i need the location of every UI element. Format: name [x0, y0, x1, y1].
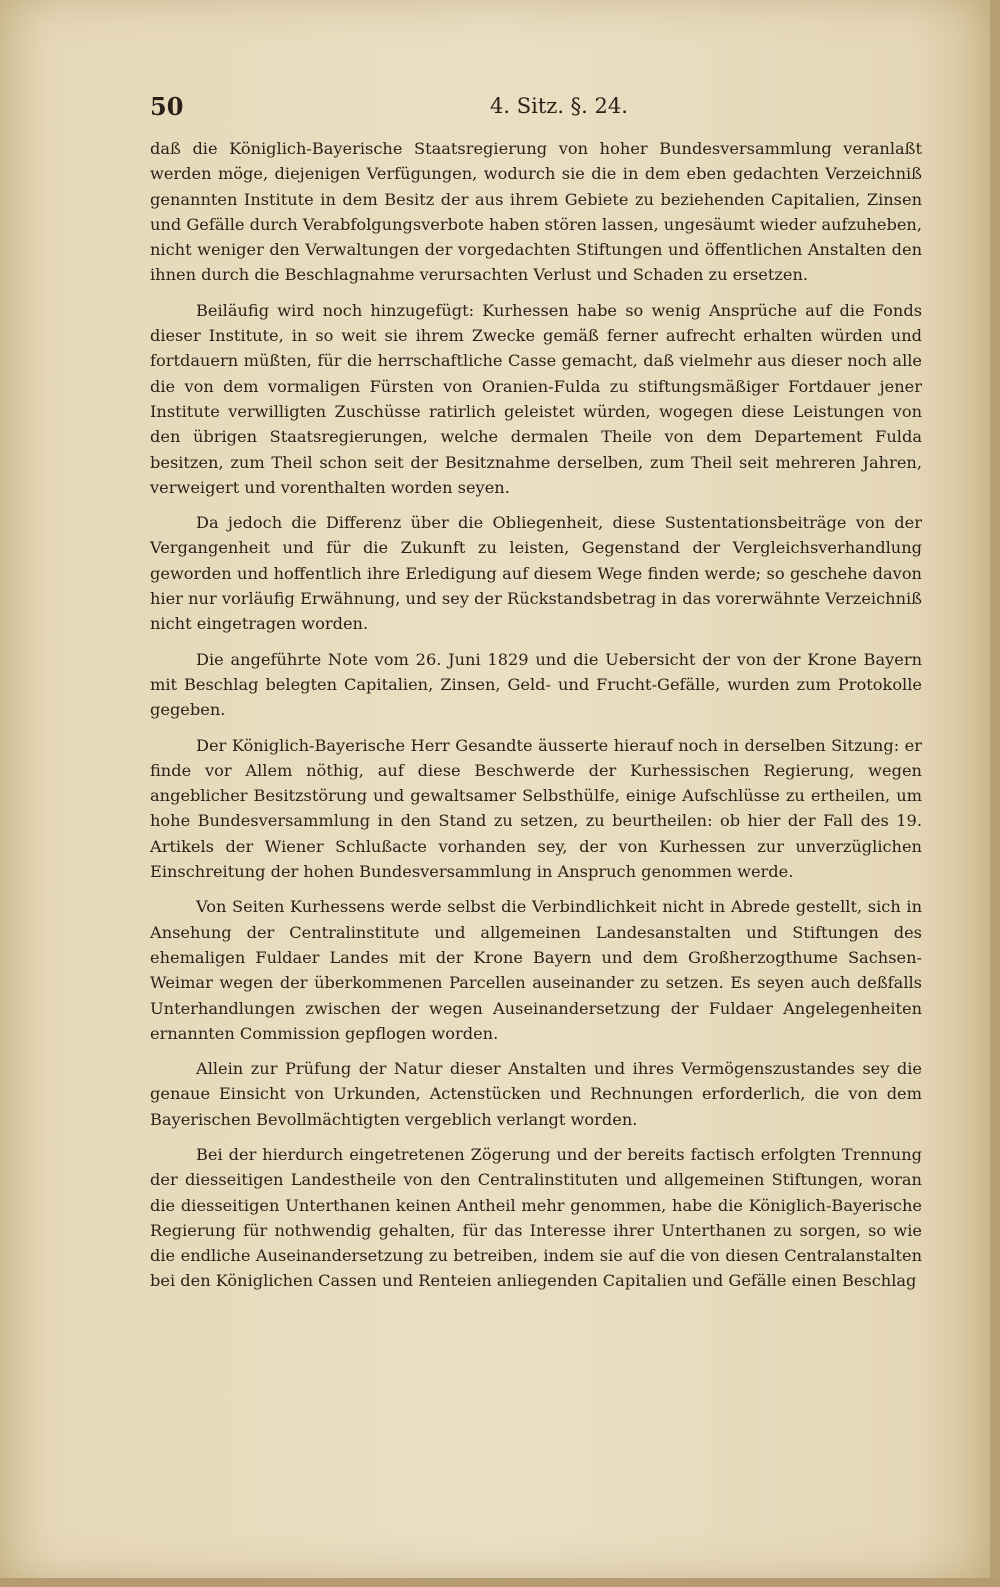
paragraph: Von Seiten Kurhessens werde selbst die Verbindlichkeit nicht in Abrede gestellt, sich in Ansehung der Centralinstitute und allgemeinen Landesanstalten und Stiftungen des ehemaligen Fuldaer Landes mit der Krone Bayern und dem Großherzogthume Sachsen-Weimar wegen der überkommenen Parcellen auseinander zu setzen. Es seyen auch deßfalls Unterhandlungen zwischen der wegen Auseinandersetzung der Fuldaer Angelegenheiten ernannten Commission gepflogen worden. [150, 897, 922, 1043]
page-edge-right [990, 0, 1000, 1587]
page-edge-bottom [0, 1578, 1000, 1587]
paragraph: daß die Königlich-Bayerische Staatsregierung von hoher Bundesversammlung veranlaßt werden möge, diejenigen Verfügungen, wodurch sie die in dem eben gedachten Verzeichniß genannten Institute in dem Besitz der aus ihrem Gebiete zu beziehenden Capitalien, Zinsen und Gefälle durch Verabfolgungsverbote haben stören lassen, ungesäumt wieder aufzuheben, nicht weniger den Verwaltungen der vorgedachten Stiftungen und öffentlichen Anstalten den ihnen durch die Beschlagnahme verursachten Verlust und Schaden zu ersetzen. [150, 139, 922, 285]
paragraph: Da jedoch die Differenz über die Obliegenheit, diese Sustentationsbeiträge von der Vergangenheit und für die Zukunft zu leisten, Gegenstand der Vergleichsverhandlung geworden und hoffentlich ihre Erledigung auf diesem Wege finden werde; so geschehe davon hier nur vorläufig Erwähnung, und sey der Rückstandsbetrag in das vorerwähnte Verzeichniß nicht eingetragen worden. [150, 513, 922, 634]
paragraph: Allein zur Prüfung der Natur dieser Anstalten und ihres Vermögenszustandes sey die genaue Einsicht von Urkunden, Actenstücken und Rechnungen erforderlich, die von dem Bayerischen Bevollmächtigten vergeblich verlangt worden. [150, 1059, 922, 1129]
running-head: 4. Sitz. §. 24. [490, 94, 628, 118]
page-header [150, 92, 920, 122]
body-text [150, 136, 922, 1304]
page-number: 50 [150, 92, 184, 121]
paragraph: Der Königlich-Bayerische Herr Gesandte äusserte hierauf noch in derselben Sitzung: er finde vor Allem nöthig, auf diese Beschwerde der Kurhessischen Regierung, wegen angeblicher Besitzstörung und gewaltsamer Selbsthülfe, einige Aufschlüsse zu ertheilen, um hohe Bundesversammlung in den Stand zu setzen, zu beurtheilen: ob hier der Fall des 19. Artikels der Wiener Schlußacte vorhanden sey, der von Kurhessen zur unverzüglichen Einschreitung der hohen Bundesversammlung in Anspruch genommen werde. [150, 735, 922, 882]
paragraph: Die angeführte Note vom 26. Juni 1829 und die Uebersicht der von der Krone Bayern mit Beschlag belegten Capitalien, Zinsen, Geld- und Frucht-Gefälle, wurden zum Protokolle gegeben. [150, 649, 922, 720]
paragraph: Beiläufig wird noch hinzugefügt: Kurhessen habe so wenig Ansprüche auf die Fonds dieser Institute, in so weit sie ihrem Zwecke gemäß ferner aufrecht erhalten würden und fortdauern müßten, für die herrschaftliche Casse gemacht, daß vielmehr aus dieser noch alle die von dem vormaligen Fürsten von Oranien-Fulda zu stiftungsmäßiger Fortdauer jener Institute verwilligten Zuschüsse ratirlich geleistet würden, wogegen diese Leistungen von den übrigen Staatsregierungen, welche dermalen Theile von dem Departement Fulda besitzen, zum Theil schon seit der Besitznahme derselben, zum Theil seit mehreren Jahren, verweigert und vorenthalten worden seyen. [150, 300, 922, 497]
paragraph: Bei der hierdurch eingetretenen Zögerung und der bereits factisch erfolgten Trennung der diesseitigen Landestheile von den Centralinstituten und allgemeinen Stiftungen, woran die diesseitigen Unterthanen keinen Antheil mehr genommen, habe die Königlich-Bayerische Regierung für nothwendig gehalten, für das Interesse ihrer Unterthanen zu sorgen, so wie die endliche Auseinandersetzung zu betreiben, indem sie auf die von diesen Centralanstalten bei den Königlichen Cassen und Renteien anliegenden Capitalien und Gefälle einen Beschlag [150, 1144, 922, 1291]
